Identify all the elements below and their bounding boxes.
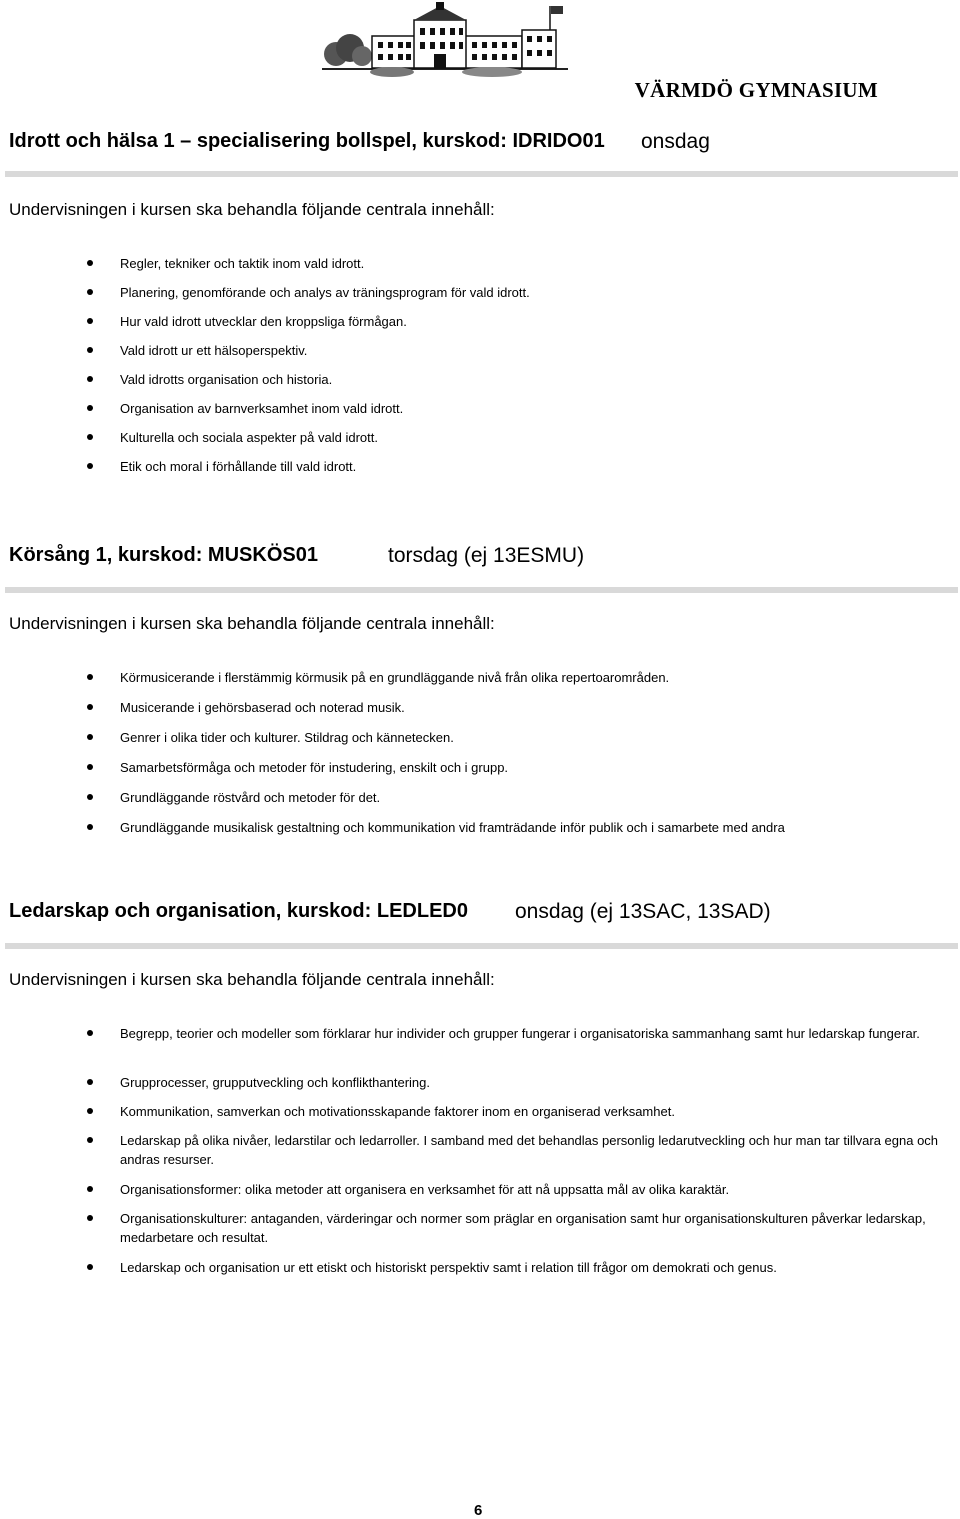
- school-building-logo-icon: [322, 2, 568, 86]
- list-item: [0, 758, 960, 788]
- list-item-text: Kommunikation, samverkan och motivationsskapande faktorer inom en organiserad verksamhet.: [120, 1104, 675, 1119]
- course-section-idrott: [0, 130, 960, 474]
- section-divider: [5, 943, 958, 949]
- bullet-icon: [87, 260, 93, 266]
- list-item: [0, 457, 960, 486]
- course-title-row: [0, 544, 960, 584]
- bullet-icon: [87, 289, 93, 295]
- bullet-icon: [87, 1108, 93, 1114]
- list-item-text: Organisation av barnverksamhet inom vald idrott.: [120, 401, 404, 416]
- list-item: [0, 818, 960, 848]
- list-item-text: Kulturella och sociala aspekter på vald idrott.: [120, 430, 378, 445]
- bullet-icon: [87, 463, 93, 469]
- bullet-icon: [87, 674, 93, 680]
- list-item-text: Genrer i olika tider och kulturer. Stildrag och kännetecken.: [120, 730, 454, 745]
- list-item-text: Vald idrotts organisation och historia.: [120, 372, 333, 387]
- bullet-icon: [87, 1215, 93, 1221]
- course-title: Ledarskap och organisation, kurskod: LEDLED0: [9, 900, 468, 922]
- list-item: [0, 1024, 960, 1073]
- bullet-icon: [87, 764, 93, 770]
- school-name: VÄRMDÖ GYMNASIUM: [634, 78, 878, 102]
- course-section-ledarskap: [0, 900, 960, 1275]
- list-item-text: Organisationsformer: olika metoder att organisera en verksamhet för att nå uppsatta mål av olika karaktär.: [120, 1182, 730, 1197]
- bullet-icon: [87, 794, 93, 800]
- course-title-row: [0, 900, 960, 940]
- course-title: Körsång 1, kurskod: MUSKÖS01: [9, 544, 318, 566]
- list-item: [0, 1209, 960, 1258]
- list-item-text: Grupprocesser, grupputveckling och konflikthantering.: [120, 1075, 431, 1090]
- list-item-text: Begrepp, teorier och modeller som förklarar hur individer och grupper fungerar i organisatoriska sammanhang samt hur ledarskap fungerar.: [120, 1026, 920, 1041]
- list-item-text: Grundläggande röstvård och metoder för det.: [120, 790, 381, 805]
- section-intro: Undervisningen i kursen ska behandla följande centrala innehåll:: [9, 970, 495, 989]
- list-item: [0, 1102, 960, 1131]
- content-list: [0, 254, 960, 486]
- bullet-icon: [87, 376, 93, 382]
- course-title-row: [0, 130, 960, 170]
- list-item: [0, 254, 960, 283]
- list-item: [0, 399, 960, 428]
- bullet-icon: [87, 1137, 93, 1143]
- course-title: Idrott och hälsa 1 – specialisering bollspel, kurskod: IDRIDO01: [9, 130, 605, 152]
- course-day: onsdag (ej 13SAC, 13SAD): [515, 900, 771, 923]
- list-item: [0, 1131, 960, 1180]
- list-item: [0, 1180, 960, 1209]
- bullet-icon: [87, 1079, 93, 1085]
- bullet-icon: [87, 434, 93, 440]
- bullet-icon: [87, 318, 93, 324]
- bullet-icon: [87, 347, 93, 353]
- list-item-text: Samarbetsförmåga och metoder för instudering, enskilt och i grupp.: [120, 760, 509, 775]
- section-intro: Undervisningen i kursen ska behandla följande centrala innehåll:: [9, 614, 495, 633]
- bullet-icon: [87, 1264, 93, 1270]
- list-item: [0, 1258, 960, 1287]
- list-item-text: Ledarskap på olika nivåer, ledarstilar och ledarroller. I samband med det behandlas personlig ledarutveckling och hur man tar tillvara egna och andras resurser.: [120, 1133, 939, 1167]
- course-day: torsdag (ej 13ESMU): [388, 544, 585, 567]
- list-item-text: Ledarskap och organisation ur ett etiskt och historiskt perspektiv samt i relation till frågor om demokrati och genus.: [120, 1260, 777, 1275]
- content-list: [0, 1024, 960, 1287]
- list-item-text: Regler, tekniker och taktik inom vald idrott.: [120, 256, 365, 271]
- list-item: [0, 341, 960, 370]
- bullet-icon: [87, 1186, 93, 1192]
- course-section-korsang: [0, 544, 960, 835]
- list-item-text: Hur vald idrott utvecklar den kroppsliga förmågan.: [120, 314, 407, 329]
- page-header: [0, 0, 960, 110]
- list-item: [0, 428, 960, 457]
- list-item: [0, 668, 960, 698]
- bullet-icon: [87, 734, 93, 740]
- list-item: [0, 283, 960, 312]
- bullet-icon: [87, 1030, 93, 1036]
- section-intro: Undervisningen i kursen ska behandla följande centrala innehåll:: [9, 200, 495, 219]
- list-item: [0, 788, 960, 818]
- list-item-text: Grundläggande musikalisk gestaltning och kommunikation vid framträdande inför publik och i samarbete med andra: [120, 820, 785, 835]
- section-divider: [5, 587, 958, 593]
- list-item: [0, 698, 960, 728]
- course-day: onsdag: [641, 130, 710, 153]
- list-item: [0, 728, 960, 758]
- list-item-text: Planering, genomförande och analys av träningsprogram för vald idrott.: [120, 285, 530, 300]
- section-divider: [5, 171, 958, 177]
- content-list: [0, 668, 960, 848]
- bullet-icon: [87, 704, 93, 710]
- list-item-text: Organisationskulturer: antaganden, värderingar och normer som präglar en organisation samt hur organisationskulturen påverkar ledarskap, medarbetare och resultat.: [120, 1211, 926, 1245]
- list-item: [0, 1073, 960, 1102]
- list-item-text: Vald idrott ur ett hälsoperspektiv.: [120, 343, 308, 358]
- list-item-text: Musicerande i gehörsbaserad och noterad musik.: [120, 700, 405, 715]
- list-item-text: Körmusicerande i flerstämmig körmusik på en grundläggande nivå från olika repertoarområden.: [120, 670, 670, 685]
- bullet-icon: [87, 824, 93, 830]
- list-item: [0, 370, 960, 399]
- bullet-icon: [87, 405, 93, 411]
- list-item-text: Etik och moral i förhållande till vald idrott.: [120, 459, 357, 474]
- list-item: [0, 312, 960, 341]
- page-number: 6: [474, 1502, 483, 1519]
